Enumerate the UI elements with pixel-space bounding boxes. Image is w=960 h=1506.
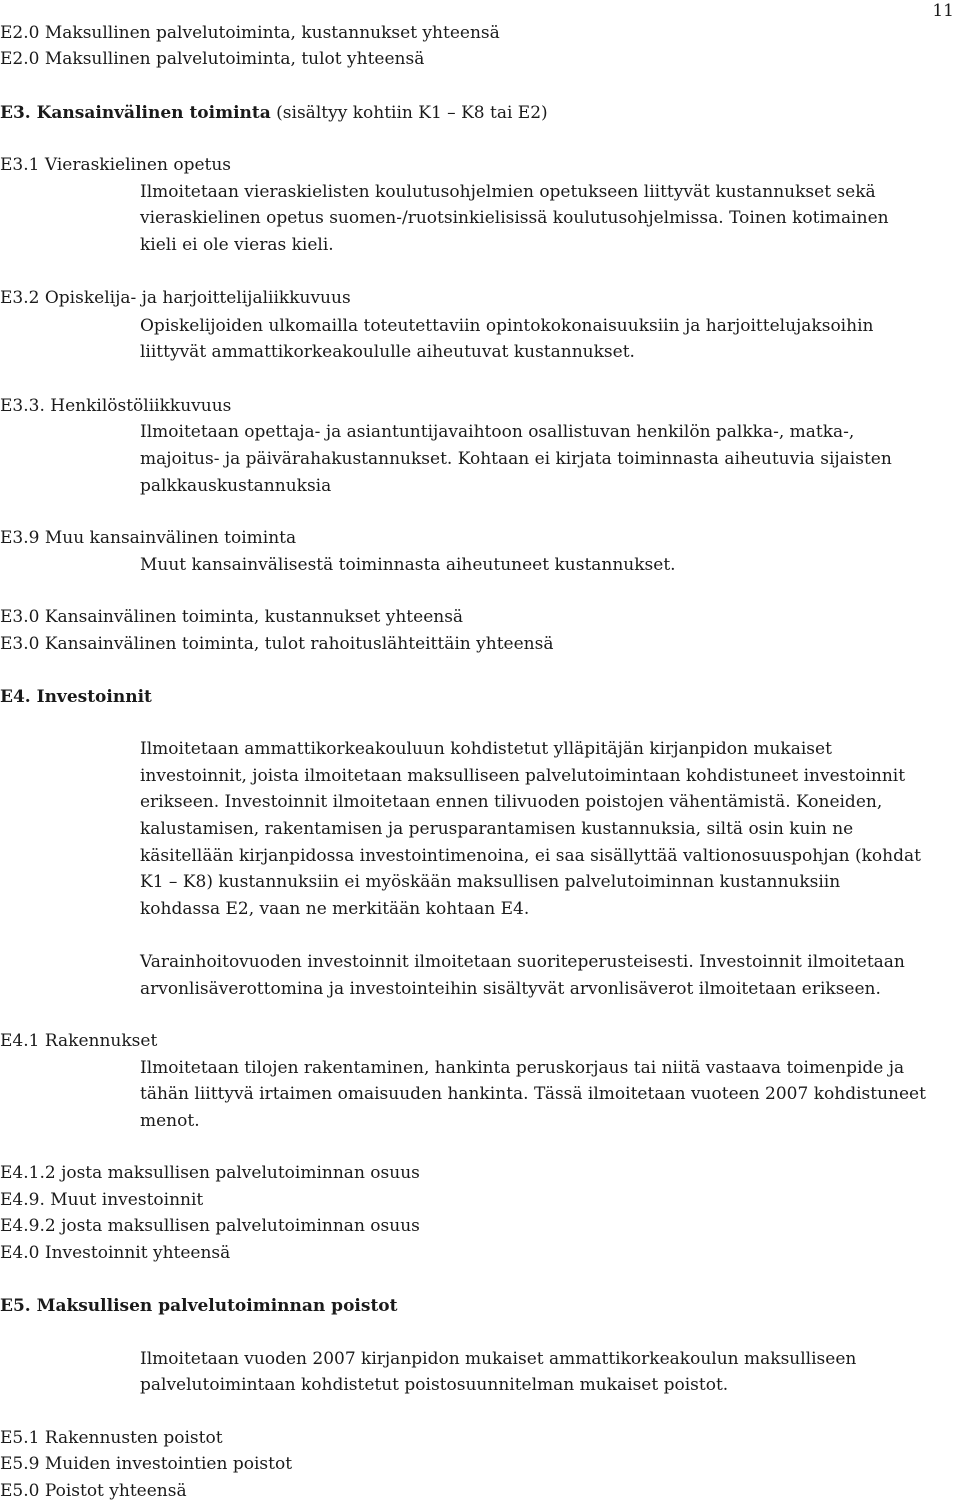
e2-total-income: E2.0 Maksullinen palvelutoiminta, tulot yhteensä xyxy=(0,49,425,69)
e3-1-title: E3.1 Vieraskielinen opetus xyxy=(0,155,232,175)
e3-2-text-line: liittyvät ammattikorkeakoululle aiheutuvat kustannukset. xyxy=(140,342,635,362)
e5-heading: E5. Maksullisen palvelutoiminnan poistot xyxy=(0,1296,398,1316)
e4-1-text-line: tähän liittyvä irtaimen omaisuuden hankinta. Tässä ilmoitetaan vuoteen 2007 kohdistuneet xyxy=(140,1084,926,1104)
e3-3-text-line: palkkauskustannuksia xyxy=(140,476,332,496)
e4-para1-line: kalustamisen, rakentamisen ja perusparantamisen kustannuksia, siltä osin kuin ne xyxy=(140,819,854,839)
e3-1-text-line: kieli ei ole vieras kieli. xyxy=(140,235,334,255)
e3-3-text-line: majoitus- ja päivärahakustannukset. Kohtaan ei kirjata toiminnasta aiheutuvia sijaisten xyxy=(140,449,892,469)
e5-0-total-line: E5.0 Poistot yhteensä xyxy=(0,1481,187,1501)
e4-1-2-line: E4.1.2 josta maksullisen palvelutoiminnan osuus xyxy=(0,1163,420,1183)
e3-0-total-income: E3.0 Kansainvälinen toiminta, tulot rahoituslähteittäin yhteensä xyxy=(0,634,554,654)
e3-1-text-line: vieraskielinen opetus suomen-/ruotsinkielisissä koulutusohjelmissa. Toinen kotimainen xyxy=(140,208,889,228)
e3-heading-bold: E3. Kansainvälinen toiminta xyxy=(0,103,271,123)
page-number: 11 xyxy=(932,1,954,21)
e4-para2-line: arvonlisäverottomina ja investointeihin sisältyvät arvonlisäverot ilmoitetaan erikseen. xyxy=(140,979,881,999)
e4-para1-line: käsitellään kirjanpidossa investointimenoina, ei saa sisällyttää valtionosuuspohjan (kohdat xyxy=(140,846,921,866)
e5-1-line: E5.1 Rakennusten poistot xyxy=(0,1428,223,1448)
e3-9-title: E3.9 Muu kansainvälinen toiminta xyxy=(0,528,297,548)
e3-2-text-line: Opiskelijoiden ulkomailla toteutettaviin opintokokonaisuuksiin ja harjoittelujaksoihin xyxy=(140,316,874,336)
e4-para1-line: erikseen. Investoinnit ilmoitetaan ennen tilivuoden poistojen vähentämistä. Koneiden, xyxy=(140,792,883,812)
e4-para1-line: K1 – K8) kustannuksiin ei myöskään maksullisen palvelutoiminnan kustannuksiin xyxy=(140,872,841,892)
e5-text-line: palvelutoimintaan kohdistetut poistosuunnitelman mukaiset poistot. xyxy=(140,1375,729,1395)
e5-9-line: E5.9 Muiden investointien poistot xyxy=(0,1454,293,1474)
e3-2-title: E3.2 Opiskelija- ja harjoittelijaliikkuvuus xyxy=(0,288,351,308)
e3-3-title: E3.3. Henkilöstöliikkuvuus xyxy=(0,396,232,416)
e4-para1-line: investoinnit, joista ilmoitetaan maksulliseen palvelutoimintaan kohdistuneet investoinnit xyxy=(140,766,906,786)
e3-heading xyxy=(0,102,548,124)
e3-heading-note: (sisältyy kohtiin K1 – K8 tai E2) xyxy=(270,103,548,123)
e4-1-title: E4.1 Rakennukset xyxy=(0,1031,158,1051)
e3-0-total-costs: E3.0 Kansainvälinen toiminta, kustannukset yhteensä xyxy=(0,607,464,627)
e4-para1-line: kohdassa E2, vaan ne merkitään kohtaan E4. xyxy=(140,899,530,919)
e3-3-text-line: Ilmoitetaan opettaja- ja asiantuntijavaihtoon osallistuvan henkilön palkka-, matka-, xyxy=(140,422,855,442)
e4-1-text-line: Ilmoitetaan tilojen rakentaminen, hankinta peruskorjaus tai niitä vastaava toimenpide ja xyxy=(140,1058,905,1078)
e4-heading: E4. Investoinnit xyxy=(0,687,152,707)
e4-9-line: E4.9. Muut investoinnit xyxy=(0,1190,204,1210)
e4-para2-line: Varainhoitovuoden investoinnit ilmoitetaan suoriteperusteisesti. Investoinnit ilmoitetaan xyxy=(140,952,905,972)
e5-text-line: Ilmoitetaan vuoden 2007 kirjanpidon mukaiset ammattikorkeakoulun maksulliseen xyxy=(140,1349,857,1369)
e4-1-text-line: menot. xyxy=(140,1111,200,1131)
e3-9-text-line: Muut kansainvälisestä toiminnasta aiheutuneet kustannukset. xyxy=(140,555,676,575)
e2-total-costs: E2.0 Maksullinen palvelutoiminta, kustannukset yhteensä xyxy=(0,23,500,43)
e3-1-text-line: Ilmoitetaan vieraskielisten koulutusohjelmien opetukseen liittyvät kustannukset sekä xyxy=(140,182,876,202)
e4-0-total-line: E4.0 Investoinnit yhteensä xyxy=(0,1243,231,1263)
e4-para1-line: Ilmoitetaan ammattikorkeakouluun kohdistetut ylläpitäjän kirjanpidon mukaiset xyxy=(140,739,832,759)
e4-9-2-line: E4.9.2 josta maksullisen palvelutoiminnan osuus xyxy=(0,1216,420,1236)
